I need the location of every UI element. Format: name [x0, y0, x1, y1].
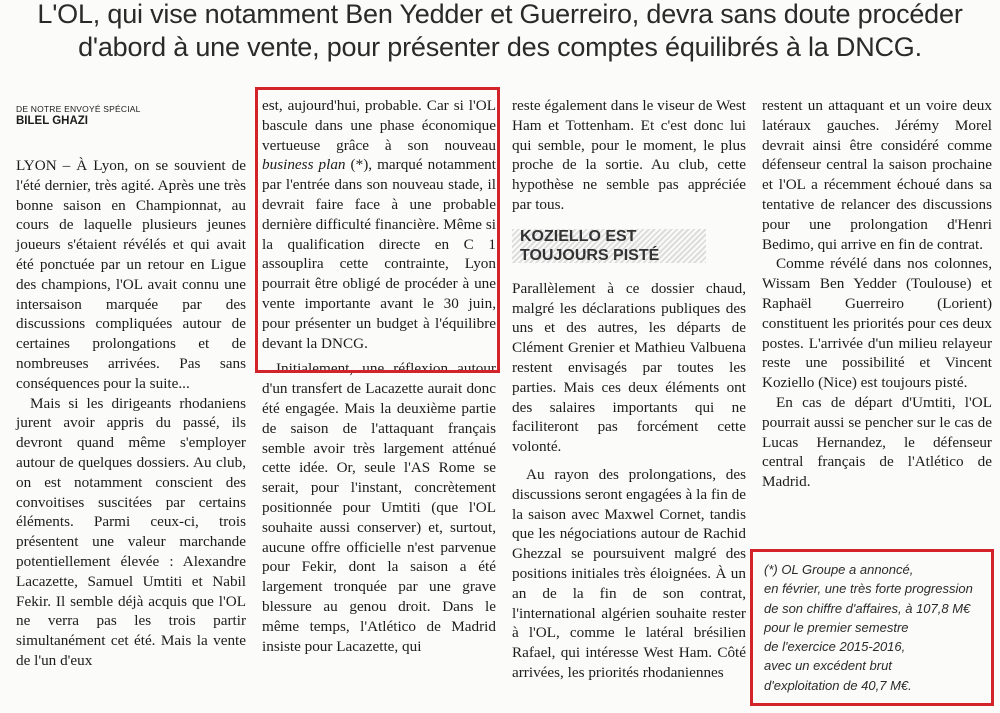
headline — [0, 0, 1000, 70]
byline-name: BILEL GHAZI — [16, 115, 88, 127]
column-4 — [762, 96, 992, 492]
column-4-paragraph-2: Comme révélé dans nos colonnes, Wissam Ben Yedder (Toulouse) et Raphaël Guerreiro (Lorient) constituent les priorités pour ces deux postes. L'arrivée d'un milieu relayeur reste une possibilité et Vincent Koziello (Nice) est toujours pisté. — [762, 255, 992, 392]
column-2 — [262, 96, 496, 656]
column-4-paragraph-3: En cas de départ d'Umtiti, l'OL pourrait aussi se pencher sur le cas de Lucas Hernandez, le défenseur central français de l'Atlético de Madrid. — [762, 393, 992, 491]
column-3-paragraph-2: Parallèlement à ce dossier chaud, malgré les déclarations publiques des uns et des autres, les départs de Clément Grenier et Mathieu Valbuena restent envisagés par toutes les parties. Mais ces deux éléments ont des salaires importants qui ne faciliteront pas forcément cette volonté. — [512, 279, 746, 456]
section-subhead — [520, 227, 746, 265]
footnote-line-6: avec un excédent brut — [764, 658, 892, 674]
headline-line-2: d'abord à une vente, pour présenter des comptes équilibrés à la DNCG. — [78, 32, 922, 62]
column-3-paragraph-3: Au rayon des prolongations, des discussions seront engagées à la fin de la saison avec Maxwel Cornet, tandis que les négociations autour de Rachid Ghezzal se poursuivent malgré des positions initiales très éloignées. À un an de la fin de son contrat, l'international algérien souhaite rester à l'OL, comme le latéral brésilien Rafael, qui intéresse West Ham. Côté arrivées, les priorités rhodaniennes — [512, 465, 746, 681]
column-2-paragraph-2: Initialement, une réflexion autour d'un transfert de Lacazette aurait donc été engagée. Mais la deuxième partie de saison de l'attaquant français semble avoir très largement atténué cette idée. Or, seule l'AS Rome se serait, pour l'instant, concrètement positionnée pour Umtiti (que l'OL souhaite aussi conserver) et, surtout, aucune offre officielle n'est parvenue pour Fekir, dont la saison a été largement tronquée par une grave blessure au genou droit. Dans le même temps, l'Atlético de Madrid insiste pour Lacazette, qui — [262, 360, 496, 655]
column-2-text-before: est, aujourd'hui, probable. Car si l'OL bascule dans une phase économique vertueuse grâce à son nouveau — [262, 97, 496, 154]
column-2-paragraph-1 — [262, 96, 496, 353]
footnote-line-5: de l'exercice 2015-2016, — [764, 639, 906, 655]
byline-role: DE NOTRE ENVOYÉ SPÉCIAL — [16, 104, 141, 114]
subhead-line-2: TOUJOURS PISTÉ — [520, 246, 660, 264]
headline-line-1: L'OL, qui vise notamment Ben Yedder et Guerreiro, devra sans doute procéder — [37, 0, 963, 29]
footnote-text — [764, 560, 981, 695]
footnote-line-3: de son chiffre d'affaires, à 107,8 M€ — [764, 600, 971, 616]
column-3 — [512, 96, 746, 683]
footnote-line-2: en février, une très forte progression — [764, 581, 973, 597]
footnote-box — [750, 549, 994, 706]
column-2-text-after: (*), marqué notamment par l'entrée dans son nouveau stade, il devrait faire face à une probable dernière difficulté financière. Même si la qualification directe en C 1 assouplira cette contrainte, Lyon pourrait être obligé de procéder à une vente importante avant le 30 juin, pour présenter un budget à l'équilibre devant la DNCG. — [262, 156, 496, 352]
column-1-paragraph-1: LYON – À Lyon, on se souvient de l'été dernier, très agité. Après une très bonne saison en Championnat, au cours de laquelle plusieurs jeunes joueurs s'étaient révélés et qui avait été ponctuée par un retour en Ligue des champions, l'OL avait connu une intersaison marquée par des discussions compliquées autour de certaines prolongations et de nombreuses arrivées. Pas sans conséquences pour la suite... — [16, 157, 246, 392]
column-1-paragraph-2: Mais si les dirigeants rhodaniens jurent avoir appris du passé, ils devront quand même s'employer autour de quelques dossiers. Au club, on est notamment conscient des convoitises suscitées par certains éléments. Parmi ceux-ci, trois présentent une valeur marchande potentiellement élevée : Alexandre Lacazette, Samuel Umtiti et Nabil Fekir. Il semble déjà acquis que l'OL ne verra pas les trois partir simultanément cet été. Mais la vente de l'un d'eux — [16, 394, 246, 669]
footnote-line-7: d'exploitation de 40,7 M€. — [764, 677, 912, 693]
column-4-paragraph-1: restent un attaquant et un voire deux latéraux gauches. Jérémy Morel devrait ainsi être considéré comme défenseur central la saison prochaine et l'OL a récemment échoué dans sa tentative de relancer des discussions pour une prolongation d'Henri Bedimo, qui arrive en fin de contrat. — [762, 97, 992, 253]
column-1 — [16, 96, 246, 671]
footnote-line-4: pour le premier semestre — [764, 619, 909, 635]
subhead-line-1: KOZIELLO EST — [520, 227, 637, 245]
column-3-paragraph-1: reste également dans le viseur de West Ham et Tottenham. Et c'est donc lui qui semble, pour le moment, le plus proche de la sortie. Au club, cette hypothèse ne semble pas appréciée par tous. — [512, 97, 746, 213]
footnote-line-1: (*) OL Groupe a annoncé, — [764, 562, 914, 577]
business-plan-italic: business plan — [262, 156, 346, 174]
